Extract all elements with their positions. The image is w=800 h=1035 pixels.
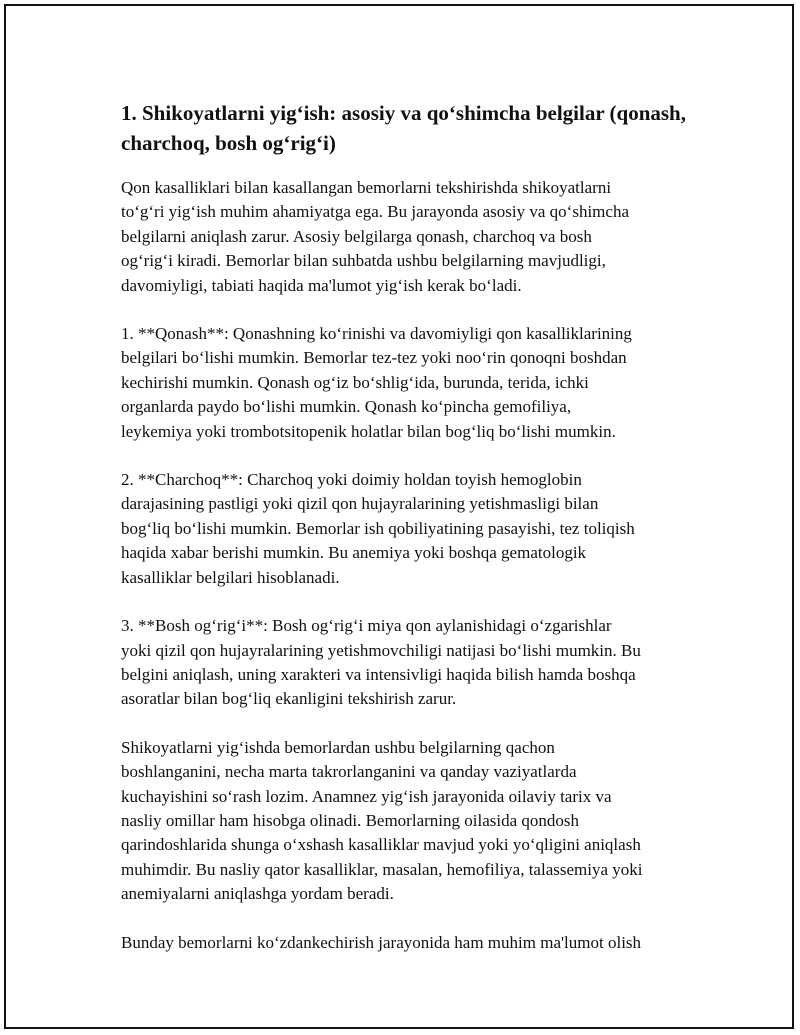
- text-line: leykemiya yoki trombotsitopenik holatlar bilan bog‘liq bo‘lishi mumkin.: [121, 421, 616, 441]
- text-line: Qon kasalliklari bilan kasallangan bemorlarni tekshirishda shikoyatlarni: [121, 178, 612, 197]
- text-line: kechirishi mumkin. Qonash og‘iz bo‘shlig‘ida, burunda, terida, ichki: [121, 372, 589, 392]
- text-line: 3. **Bosh og‘rig‘i**: Bosh og‘rig‘i miya qon aylanishidagi o‘zgarishlar: [121, 616, 612, 636]
- text-line: organlarda paydo bo‘lishi mumkin. Qonash ko‘pincha gemofiliya,: [121, 397, 572, 417]
- text-line: qarindoshlarida shunga o‘xshash kasalliklar mavjud yoki yo‘qligini aniqlash: [121, 835, 641, 855]
- text-line: yoki qizil qon hujayralarining yetishmovchiligi natijasi bo‘lishi mumkin. Bu: [121, 640, 641, 660]
- section-heading: [121, 98, 701, 158]
- intro-paragraph: [121, 176, 701, 298]
- heading-line: charchoq, bosh og‘rig‘i): [121, 131, 336, 155]
- text-line: haqida xabar berishi mumkin. Bu anemiya yoki boshqa gematologik: [121, 543, 587, 563]
- headache-paragraph: [121, 614, 701, 712]
- text-line: 2. **Charchoq**: Charchoq yoki doimiy holdan toyish hemoglobin: [121, 470, 582, 490]
- text-line: darajasining pastligi yoki qizil qon hujayralarining yetishmasligi bilan: [121, 494, 599, 514]
- document-body: [121, 98, 701, 979]
- bleeding-paragraph: [121, 322, 701, 444]
- text-line: Shikoyatlarni yig‘ishda bemorlardan ushbu belgilarning qachon: [121, 737, 555, 757]
- examination-paragraph: [121, 931, 701, 955]
- text-line: nasliy omillar ham hisobga olinadi. Bemorlarning oilasida qondosh: [121, 810, 579, 830]
- text-line: Bunday bemorlarni ko‘zdankechirish jarayonida ham muhim ma'lumot olish: [121, 932, 642, 952]
- text-line: asoratlar bilan bog‘liq ekanligini tekshirish zarur.: [121, 689, 457, 709]
- text-line: belgilari bo‘lishi mumkin. Bemorlar tez-tez yoki noo‘rin qonoqni boshdan: [121, 348, 627, 368]
- text-line: belgilarni aniqlash zarur. Asosiy belgilarga qonash, charchoq va bosh: [121, 226, 592, 246]
- text-line: og‘rig‘i kiradi. Bemorlar bilan suhbatda ushbu belgilarning mavjudligi,: [121, 251, 606, 271]
- text-line: to‘g‘ri yig‘ish muhim ahamiyatga ega. Bu jarayonda asosiy va qo‘shimcha: [121, 202, 629, 222]
- text-line: boshlanganini, necha marta takrorlanganini va qanday vaziyatlarda: [121, 762, 577, 782]
- fatigue-paragraph: [121, 468, 701, 590]
- text-line: muhimdir. Bu nasliy qator kasalliklar, masalan, hemofiliya, talassemiya yoki: [121, 859, 643, 879]
- page-frame: [4, 4, 794, 1029]
- text-line: 1. **Qonash**: Qonashning ko‘rinishi va davomiyligi qon kasalliklarining: [121, 324, 632, 344]
- text-line: kuchayishini so‘rash lozim. Anamnez yig‘ish jarayonida oilaviy tarix va: [121, 786, 612, 806]
- text-line: davomiyligi, tabiati haqida ma'lumot yig‘ish kerak bo‘ladi.: [121, 275, 522, 295]
- anamnesis-paragraph: [121, 736, 701, 907]
- text-line: belgini aniqlash, uning xarakteri va intensivligi haqida bilish hamda boshqa: [121, 664, 636, 684]
- text-line: bog‘liq bo‘lishi mumkin. Bemorlar ish qobiliyatining pasayishi, tez toliqish: [121, 518, 635, 538]
- heading-line: 1. Shikoyatlarni yig‘ish: asosiy va qo‘shimcha belgilar (qonash,: [121, 101, 686, 125]
- text-line: anemiyalarni aniqlashga yordam beradi.: [121, 884, 394, 904]
- text-line: kasalliklar belgilari hisoblanadi.: [121, 567, 340, 587]
